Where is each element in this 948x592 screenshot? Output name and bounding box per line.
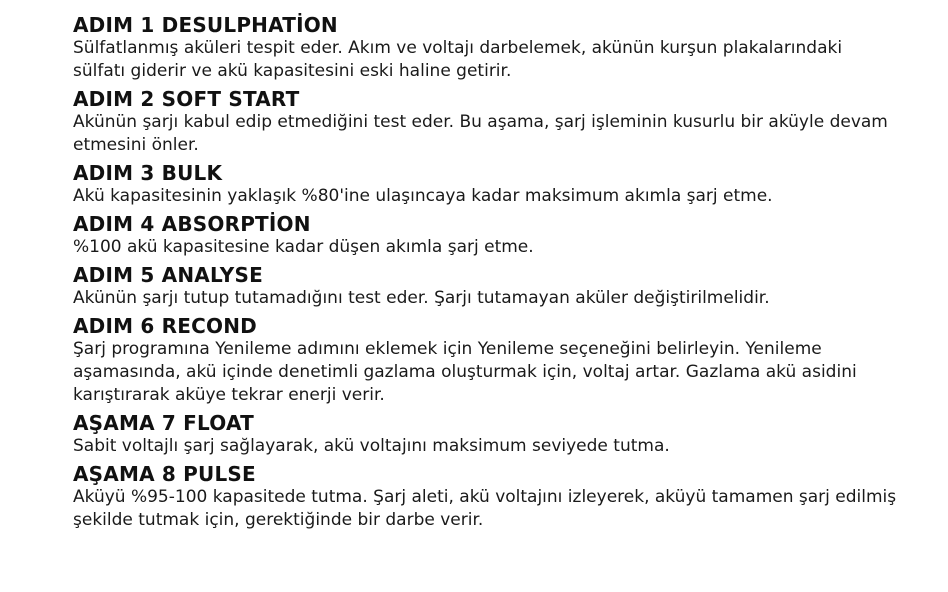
step-4-title: ADIM 4 ABSORPTİON bbox=[73, 212, 311, 236]
step-8-description: Aküyü %95-100 kapasitede tutma. Şarj aleti, akü voltajını izleyerek, aküyü tamamen şarj edilmiş şekilde tutmak için, gerektiğinde bir darbe verir. bbox=[73, 487, 897, 530]
step-6-description: Şarj programına Yenileme adımını eklemek için Yenileme seçeneğini belirleyin. Yenileme aşamasında, akü içinde denetimli gazlama oluşturmak için, voltaj artar. Gazlama akü asidini karıştırarak aküye tekrar enerji verir. bbox=[73, 339, 857, 405]
step-7-description: Sabit voltajlı şarj sağlayarak, akü voltajını maksimum seviyede tutma. bbox=[73, 436, 670, 456]
step-1-description: Sülfatlanmış aküleri tespit eder. Akım ve voltajı darbelemek, akünün kurşun plakalarındaki sülfatı giderir ve akü kapasitesini eski haline getirir. bbox=[73, 38, 843, 81]
step-8-title: AŞAMA 8 PULSE bbox=[73, 462, 256, 486]
step-6-title: ADIM 6 RECOND bbox=[73, 314, 257, 338]
step-6 bbox=[73, 315, 898, 407]
step-3-description: Akü kapasitesinin yaklaşık %80'ine ulaşıncaya kadar maksimum akımla şarj etme. bbox=[73, 186, 773, 206]
step-5-description: Akünün şarjı tutup tutamadığını test eder. Şarjı tutamayan aküler değiştirilmelidir. bbox=[73, 288, 770, 308]
step-5-title: ADIM 5 ANALYSE bbox=[73, 263, 263, 287]
step-5 bbox=[73, 264, 898, 310]
step-1 bbox=[73, 14, 898, 83]
step-4 bbox=[73, 213, 898, 259]
step-1-title: ADIM 1 DESULPHATİON bbox=[73, 13, 338, 37]
step-7 bbox=[73, 412, 898, 458]
step-3 bbox=[73, 162, 898, 208]
step-2-description: Akünün şarjı kabul edip etmediğini test eder. Bu aşama, şarj işleminin kusurlu bir aküyle devam etmesini önler. bbox=[73, 112, 888, 155]
step-8 bbox=[73, 463, 898, 532]
step-2-title: ADIM 2 SOFT START bbox=[73, 87, 300, 111]
step-2 bbox=[73, 88, 898, 157]
step-4-description: %100 akü kapasitesine kadar düşen akımla şarj etme. bbox=[73, 237, 534, 257]
step-3-title: ADIM 3 BULK bbox=[73, 161, 223, 185]
step-7-title: AŞAMA 7 FLOAT bbox=[73, 411, 254, 435]
